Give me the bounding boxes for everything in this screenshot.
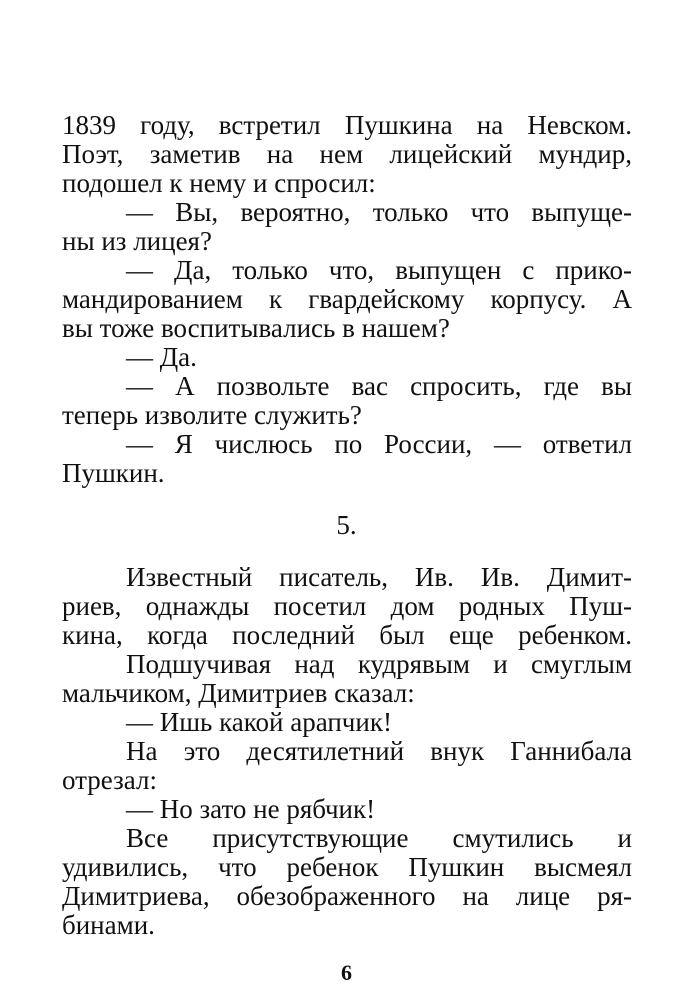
text-line: подошел к нему и спросил: (62, 168, 376, 198)
text-line: — Вы, вероятно, только что выпуще- (126, 197, 632, 227)
text-line: мальчиком, Димитриев сказал: (62, 678, 415, 708)
page-number: 6 (341, 960, 352, 985)
text-line: 1839 году, встретил Пушкина на Невском. (62, 110, 632, 140)
text-line: — Я числюсь по России, — ответил (126, 429, 632, 459)
text-line: теперь изволите служить? (62, 400, 362, 430)
text-line: отрезал: (62, 765, 157, 795)
text-line: — Да, только что, выпущен с прико- (126, 255, 632, 285)
text-line: Димитриева, обезображенного на лице ря- (62, 881, 632, 911)
text-line: вы тоже воспитывались в нашем? (62, 313, 450, 343)
text-line: Все присутствующие смутились и (126, 823, 632, 853)
text-line: кина, когда последний был еще ребенком. (62, 620, 632, 650)
section-number: 5. (336, 510, 357, 540)
text-line: риев, однажды посетил дом родных Пуш- (62, 591, 632, 621)
text-line: На это десятилетний внук Ганнибала (126, 736, 632, 766)
text-line: Пушкин. (62, 458, 165, 488)
text-line: Подшучивая над кудрявым и смуглым (126, 649, 632, 679)
text-line: — А позвольте вас спросить, где вы (126, 371, 632, 401)
text-line: — Но зато не рябчик! (126, 794, 376, 824)
text-line: ны из лицея? (62, 226, 212, 256)
text-line: Поэт, заметив на нем лицейский мундир, (62, 139, 632, 169)
text-line: бинами. (62, 910, 155, 940)
text-line: удивились, что ребенок Пушкин высмеял (62, 852, 632, 882)
text-line: — Ишь какой арапчик! (126, 707, 392, 737)
text-line: Известный писатель, Ив. Ив. Димит- (126, 562, 632, 592)
text-line: мандированием к гвардейскому корпусу. А (62, 284, 632, 314)
text-line: — Да. (126, 342, 197, 372)
